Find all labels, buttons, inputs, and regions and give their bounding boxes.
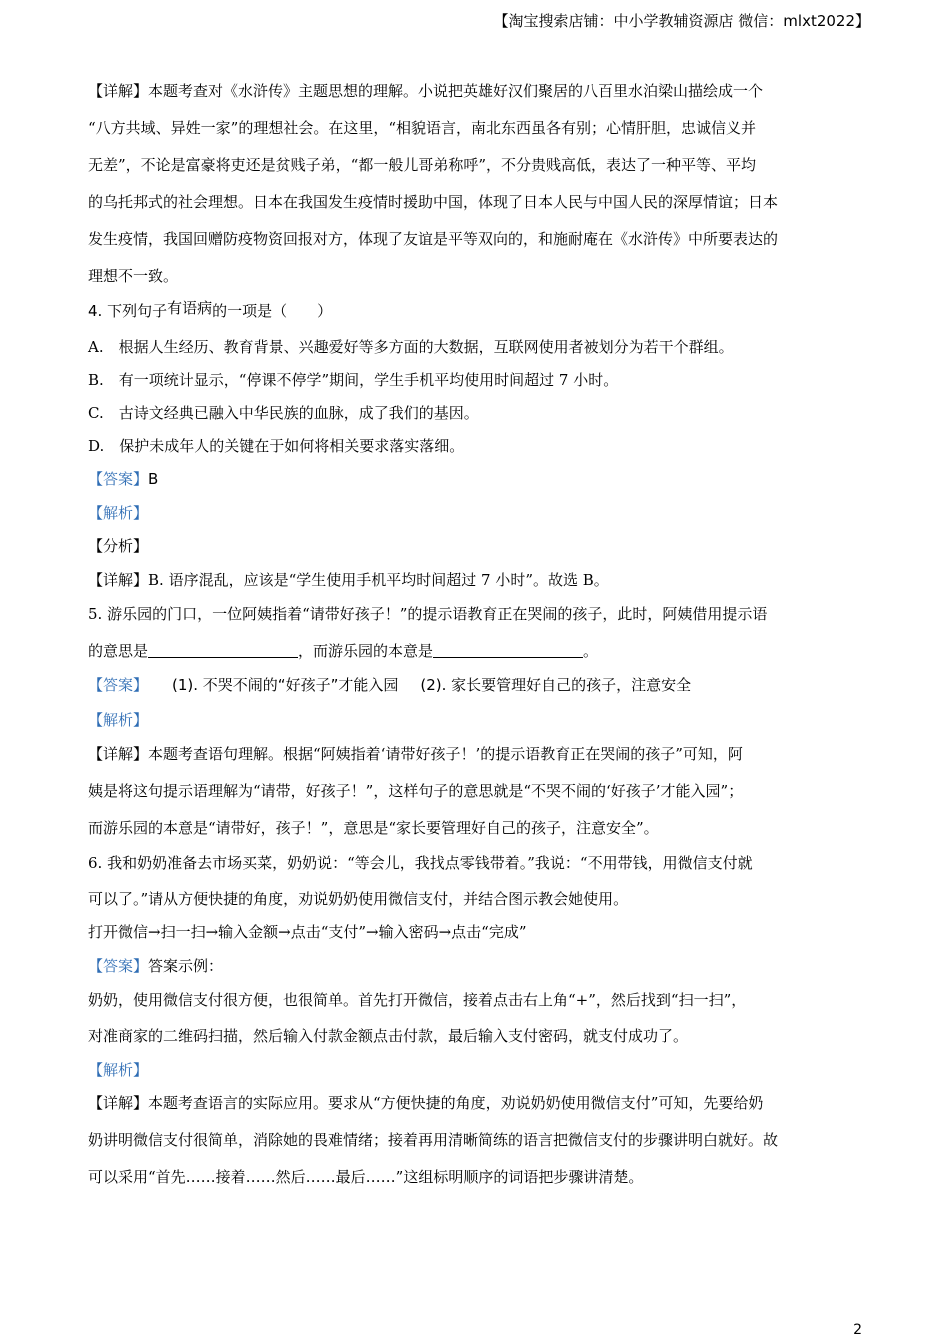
q6-steps: 打开微信→扫一扫→输入金额→点击“支付”→输入密码→点击“完成”	[88, 923, 527, 941]
q4-analysis-label: 【解析】	[88, 504, 149, 522]
q4-fenxi-label: 【分析】	[88, 537, 149, 555]
answer-label: 【答案】	[88, 470, 149, 488]
detail-label: 【详解】	[88, 745, 149, 763]
q4-option-b: B. 有一项统计显示，“停课不停学”期间，学生手机平均使用时间超过 7 小时。	[88, 371, 619, 389]
q6-detail-line-1: 【详解】本题考查语言的实际应用。要求从“方便快捷的角度，劝说奶奶使用微信支付”可知，先要给奶	[88, 1094, 764, 1112]
fill-blank-2[interactable]	[433, 643, 583, 658]
q3-detail-line-5: 发生疫情，我国回赠防疫物资回报对方，体现了友谊是平等双向的，和施耐庵在《水浒传》中所要表达的	[88, 230, 779, 248]
q6-stem-line-1: 6. 我和奶奶准备去市场买菜，奶奶说：“等会儿，我找点零钱带着。”我说：“不用带钱，用微信支付就	[88, 854, 753, 872]
q6-answer-line-1: 奶奶，使用微信支付很方便，也很简单。首先打开微信，接着点击右上角“+”，然后找到“扫一扫”，	[88, 991, 747, 1009]
q5-detail-line-2: 姨是将这句提示语理解为“请带，好孩子！”，这样句子的意思就是“不哭不闹的‘好孩子’才能入园”；	[88, 782, 744, 800]
fill-blank-1[interactable]	[148, 643, 298, 658]
q4-option-c: C. 古诗文经典已融入中华民族的血脉，成了我们的基因。	[88, 404, 479, 422]
detail-label: 【详解】	[88, 82, 149, 100]
q3-detail-line-4: 的乌托邦式的社会理想。日本在我国发生疫情时援助中国，体现了日本人民与中国人民的深厚情谊；日本	[88, 193, 779, 211]
q4-answer: 【答案】B	[88, 470, 159, 488]
detail-label: 【详解】	[88, 1094, 149, 1112]
page-number: 2	[853, 1322, 862, 1338]
q3-detail-line-6: 理想不一致。	[88, 267, 179, 285]
q5-answer: 【答案】 (1). 不哭不闹的“好孩子”才能入园 (2). 家长要管理好自己的孩子，注意安全	[88, 676, 692, 694]
q5-stem-line-1: 5. 游乐园的门口，一位阿姨指着“请带好孩子！”的提示语教育正在哭闹的孩子，此时，阿姨借用提示语	[88, 605, 768, 623]
q3-detail-line-2: “八方共域、异姓一家”的理想社会。在这里，“相貌语言，南北东西虽各有别；心情肝胆，忠诚信义并	[88, 119, 757, 137]
q6-stem-line-2: 可以了。”请从方便快捷的角度，劝说奶奶使用微信支付，并结合图示教会她使用。	[88, 890, 629, 908]
answer-label: 【答案】	[88, 676, 149, 694]
q6-answer: 【答案】答案示例：	[88, 957, 224, 975]
page-header: 【淘宝搜索店铺：中小学教辅资源店 微信：mlxt2022】	[493, 12, 870, 30]
q5-stem-line-2: 的意思是 ，而游乐园的本意是 。	[88, 642, 599, 660]
q5-detail-line-3: 而游乐园的本意是“请带好，孩子！”，意思是“家长要管理好自己的孩子，注意安全”。	[88, 819, 659, 837]
q5-detail-line-1: 【详解】本题考查语句理解。根据“阿姨指着‘请带好孩子！’的提示语教育正在哭闹的孩子”可知，阿	[88, 745, 743, 763]
q5-analysis-label: 【解析】	[88, 711, 149, 729]
q3-detail-line-3: 无差”，不论是富豪将吏还是贫贱子弟，“都一般儿哥弟称呼”，不分贵贱高低，表达了一种平等、平均	[88, 156, 757, 174]
q6-detail-line-2: 奶讲明微信支付很简单，消除她的畏难情绪；接着再用清晰简练的语言把微信支付的步骤讲明白就好。故	[88, 1131, 779, 1149]
answer-label: 【答案】	[88, 957, 149, 975]
q6-detail-line-3: 可以采用“首先……接着……然后……最后……”这组标明顺序的词语把步骤讲清楚。	[88, 1168, 644, 1186]
q4-stem: 4. 下列句子有语病的一项是（ ）	[88, 299, 333, 320]
q4-option-d: D. 保护未成年人的关键在于如何将相关要求落实落细。	[88, 437, 465, 455]
q6-analysis-label: 【解析】	[88, 1061, 149, 1079]
q6-answer-line-2: 对准商家的二维码扫描，然后输入付款金额点击付款，最后输入支付密码，就支付成功了。	[88, 1027, 689, 1045]
q3-detail-line-1: 【详解】本题考查对《水浒传》主题思想的理解。小说把英雄好汉们聚居的八百里水泊梁山描绘成一个	[88, 82, 764, 100]
q4-option-a: A. 根据人生经历、教育背景、兴趣爱好等多方面的大数据，互联网使用者被划分为若干个群组。	[88, 338, 734, 356]
q4-detail: 【详解】B. 语序混乱，应该是“学生使用手机平均时间超过 7 小时”。故选 B。	[88, 571, 609, 589]
detail-label: 【详解】	[88, 571, 149, 589]
